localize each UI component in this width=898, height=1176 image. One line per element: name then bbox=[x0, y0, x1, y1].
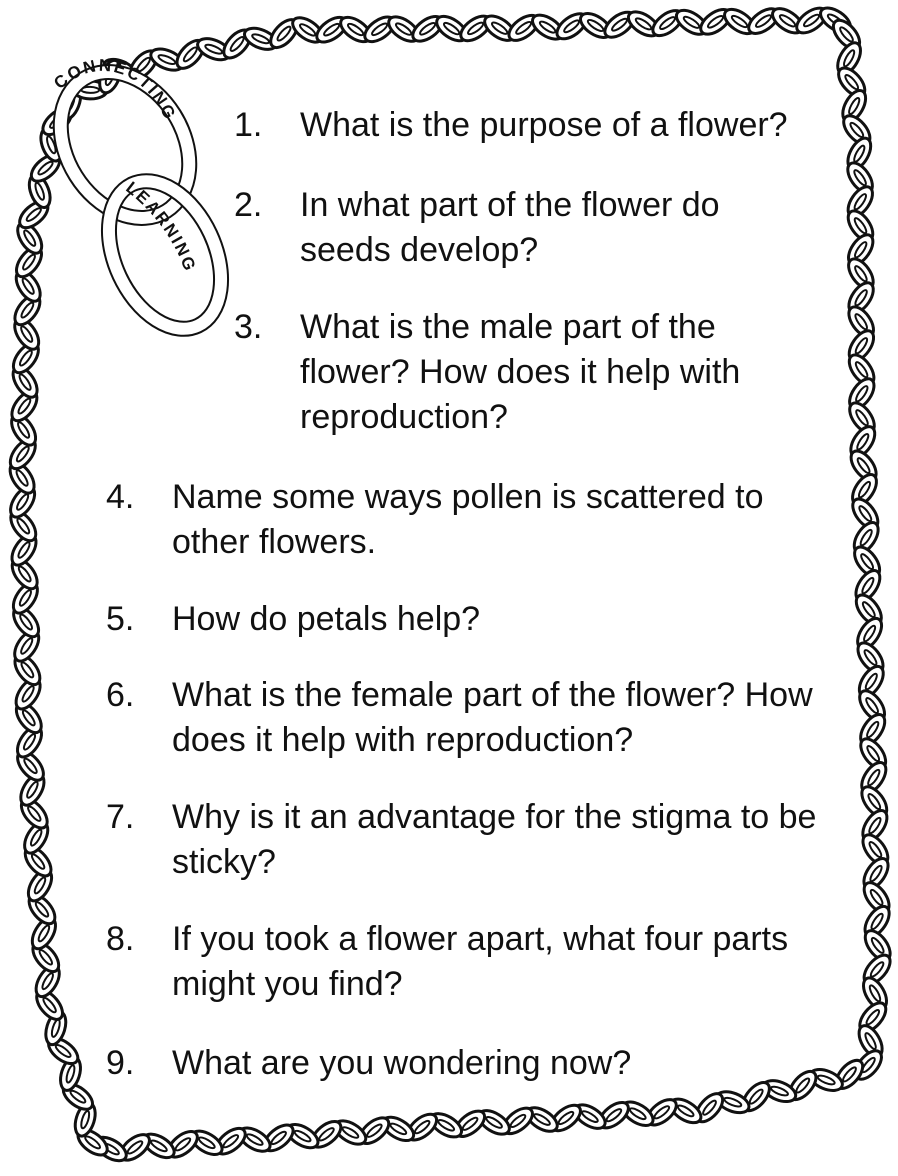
question-text: What is the male part of the flower? How does it help with reproduction? bbox=[300, 308, 741, 436]
question-text: If you took a flower apart, what four parts might you find? bbox=[172, 920, 789, 1003]
question-number: 4. bbox=[106, 478, 135, 516]
question-text: Name some ways pollen is scattered to other flowers. bbox=[172, 478, 764, 561]
question-item bbox=[106, 1041, 826, 1086]
question-item bbox=[234, 183, 794, 273]
question-item bbox=[106, 475, 826, 565]
question-number: 8. bbox=[106, 920, 135, 958]
question-text: In what part of the flower do seeds develop? bbox=[300, 186, 720, 269]
question-text: What is the purpose of a flower? bbox=[300, 106, 788, 144]
question-text: Why is it an advantage for the stigma to be sticky? bbox=[172, 798, 817, 881]
question-item bbox=[106, 795, 836, 885]
question-text: How do petals help? bbox=[172, 600, 481, 638]
question-item bbox=[106, 673, 836, 763]
question-number: 9. bbox=[106, 1044, 135, 1082]
question-number: 6. bbox=[106, 676, 135, 714]
question-item bbox=[106, 597, 826, 642]
question-item bbox=[234, 103, 834, 148]
logo-text-learning: LEARNING bbox=[122, 177, 200, 275]
question-number: 3. bbox=[234, 308, 263, 346]
question-number: 5. bbox=[106, 600, 135, 638]
question-item bbox=[106, 917, 826, 1007]
question-item bbox=[234, 305, 794, 440]
connecting-learning-logo bbox=[30, 30, 260, 360]
question-text: What is the female part of the flower? How does it help with reproduction? bbox=[172, 676, 813, 759]
question-number: 2. bbox=[234, 186, 263, 224]
logo-text-connecting: CONNECTING bbox=[50, 55, 180, 124]
question-number: 7. bbox=[106, 798, 135, 836]
question-text: What are you wondering now? bbox=[172, 1044, 632, 1082]
question-number: 1. bbox=[234, 106, 263, 144]
